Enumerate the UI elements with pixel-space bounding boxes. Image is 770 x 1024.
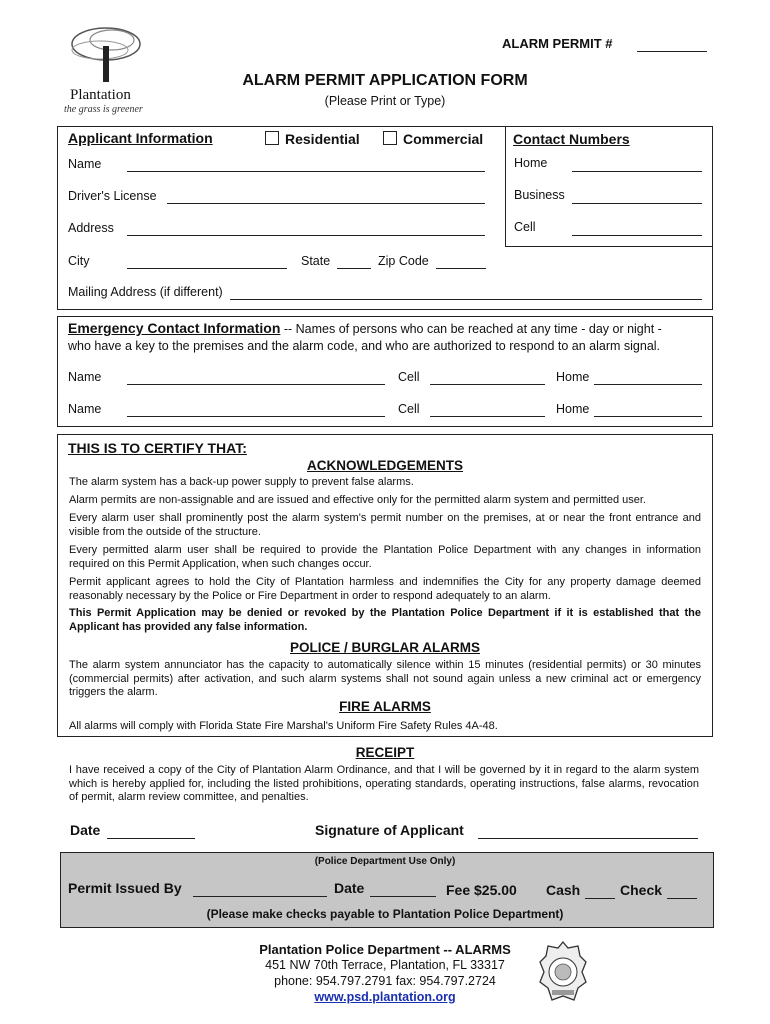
drivers-license-label: Driver's License (68, 189, 157, 203)
ack-item-1: The alarm system has a back-up power supply to prevent false alarms. (69, 476, 414, 488)
police-date-label: Date (334, 880, 365, 896)
receipt-date-field[interactable] (107, 838, 195, 839)
permit-number (502, 36, 613, 51)
emergency-intro (68, 320, 704, 355)
residential-checkbox[interactable] (265, 131, 360, 147)
emergency-cell-label-1: Cell (398, 370, 420, 384)
contact-heading: Contact Numbers (513, 131, 630, 147)
zip-field[interactable] (436, 268, 486, 269)
emergency-heading: Emergency Contact Information (68, 320, 281, 336)
business-label: Business (514, 188, 565, 202)
emergency-name-field-1[interactable] (127, 384, 385, 385)
police-badge-icon (538, 940, 588, 1006)
applicant-heading: Applicant Information (68, 130, 213, 146)
state-label: State (301, 254, 331, 268)
signature-field[interactable] (478, 838, 698, 839)
logo-tagline: the grass is greener (64, 104, 143, 115)
emergency-name-label-2: Name (68, 402, 102, 416)
ack-item-2: Alarm permits are non-assignable and are issued and effective only for the permitted alarm system and permitted user. (69, 494, 646, 506)
emergency-cell-field-1[interactable] (430, 384, 545, 385)
fire-text: All alarms will comply with Florida State Fire Marshal's Uniform Fire Safety Rules 4A-48. (69, 720, 498, 732)
state-field[interactable] (337, 268, 371, 269)
commercial-label: Commercial (403, 131, 484, 147)
footer-web-link[interactable]: www.psd.plantation.org (314, 990, 456, 1004)
footer-dept: Plantation Police Department -- ALARMS (259, 942, 511, 957)
emergency-cell-label-2: Cell (398, 402, 420, 416)
emergency-name-label-1: Name (68, 370, 102, 384)
receipt-text: I have received a copy of the City of Plantation Alarm Ordinance, and that I will be governed by it in regard to the alarm system which is hereby applied for, including the listed prohibitions, operating standards, operating instructions, false alarms, revocation of permit, alarm review committee, and penalties. (69, 764, 699, 803)
emergency-home-field-2[interactable] (594, 416, 702, 417)
signature-label: Signature of Applicant (315, 822, 464, 838)
check-payable-note: (Please make checks payable to Plantation Police Department) (206, 907, 564, 921)
commercial-checkbox[interactable] (383, 131, 483, 147)
cash-field[interactable] (585, 898, 615, 899)
fire-heading: FIRE ALARMS (339, 699, 431, 714)
check-field[interactable] (667, 898, 697, 899)
permit-number-label: ALARM PERMIT # (502, 36, 613, 51)
emergency-cell-field-2[interactable] (430, 416, 545, 417)
emergency-home-label-2: Home (556, 402, 590, 416)
ack-item-6: This Permit Application may be denied or revoked by the Plantation Police Department if it is established that the Applicant has provided any false information. (69, 607, 701, 633)
home-phone-field[interactable] (572, 171, 702, 172)
fee-label: Fee $25.00 (446, 882, 517, 898)
drivers-license-field[interactable] (167, 203, 485, 204)
emergency-name-field-2[interactable] (127, 416, 385, 417)
mailing-field[interactable] (230, 299, 702, 300)
name-field[interactable] (127, 171, 485, 172)
business-phone-field[interactable] (572, 203, 702, 204)
permit-number-field[interactable] (637, 51, 707, 52)
form-title: ALARM PERMIT APPLICATION FORM (242, 72, 528, 89)
city-label: City (68, 254, 90, 268)
contact-divider (505, 246, 712, 247)
police-text: The alarm system annunciator has the capacity to automatically silence within 15 minutes (residential permits) or 30 minutes (commercial permits) after activation, and such alarm systems shall not sound again unless a new criminal act or emergency triggers the alarm. (69, 659, 701, 698)
name-label: Name (68, 157, 102, 171)
home-label: Home (514, 156, 548, 170)
receipt-heading: RECEIPT (355, 745, 415, 760)
zip-label: Zip Code (378, 254, 429, 268)
issued-by-label: Permit Issued By (68, 880, 182, 896)
footer-address: 451 NW 70th Terrace, Plantation, FL 33317 (265, 958, 505, 972)
ack-item-5: Permit applicant agrees to hold the City of Plantation harmless and indemnifies the City for any property damage deemed reasonably necessary by the Police or Fire Department in order to respond adequately to an alarm. (69, 576, 701, 602)
logo-name: Plantation (70, 87, 131, 103)
receipt-date-label: Date (70, 822, 101, 838)
residential-box-icon[interactable] (265, 131, 279, 145)
ack-item-4: Every permitted alarm user shall be required to provide the Plantation Police Department with any changes in information required on this Permit Application, when such changes occur. (69, 544, 701, 570)
ack-heading: ACKNOWLEDGEMENTS (307, 458, 463, 473)
cash-label: Cash (546, 882, 581, 898)
address-label: Address (68, 221, 114, 235)
cell-phone-field[interactable] (572, 235, 702, 236)
emergency-home-label-1: Home (556, 370, 590, 384)
emergency-text1: -- Names of persons who can be reached at any time - day or night - (283, 322, 662, 336)
residential-label: Residential (285, 131, 360, 147)
address-field[interactable] (127, 235, 485, 236)
mailing-label: Mailing Address (if different) (68, 285, 223, 299)
issued-by-field[interactable] (193, 896, 327, 897)
check-label: Check (620, 882, 663, 898)
footer-phone: phone: 954.797.2791 fax: 954.797.2724 (274, 974, 496, 988)
emergency-text2: who have a key to the premises and the alarm code, and who are authorized to respond to an alarm signal. (68, 339, 661, 353)
cell-label: Cell (514, 220, 536, 234)
police-heading: POLICE / BURGLAR ALARMS (290, 640, 480, 655)
emergency-home-field-1[interactable] (594, 384, 702, 385)
commercial-box-icon[interactable] (383, 131, 397, 145)
ack-item-3: Every alarm user shall prominently post the alarm system's permit number on the premises, at or near the front entrance and visible from the outside of the structure. (69, 512, 701, 538)
form-subtitle: (Please Print or Type) (324, 94, 446, 108)
city-field[interactable] (127, 268, 287, 269)
police-use-heading: (Police Department Use Only) (314, 856, 456, 867)
certify-heading: THIS IS TO CERTIFY THAT: (68, 440, 247, 456)
police-date-field[interactable] (370, 896, 436, 897)
